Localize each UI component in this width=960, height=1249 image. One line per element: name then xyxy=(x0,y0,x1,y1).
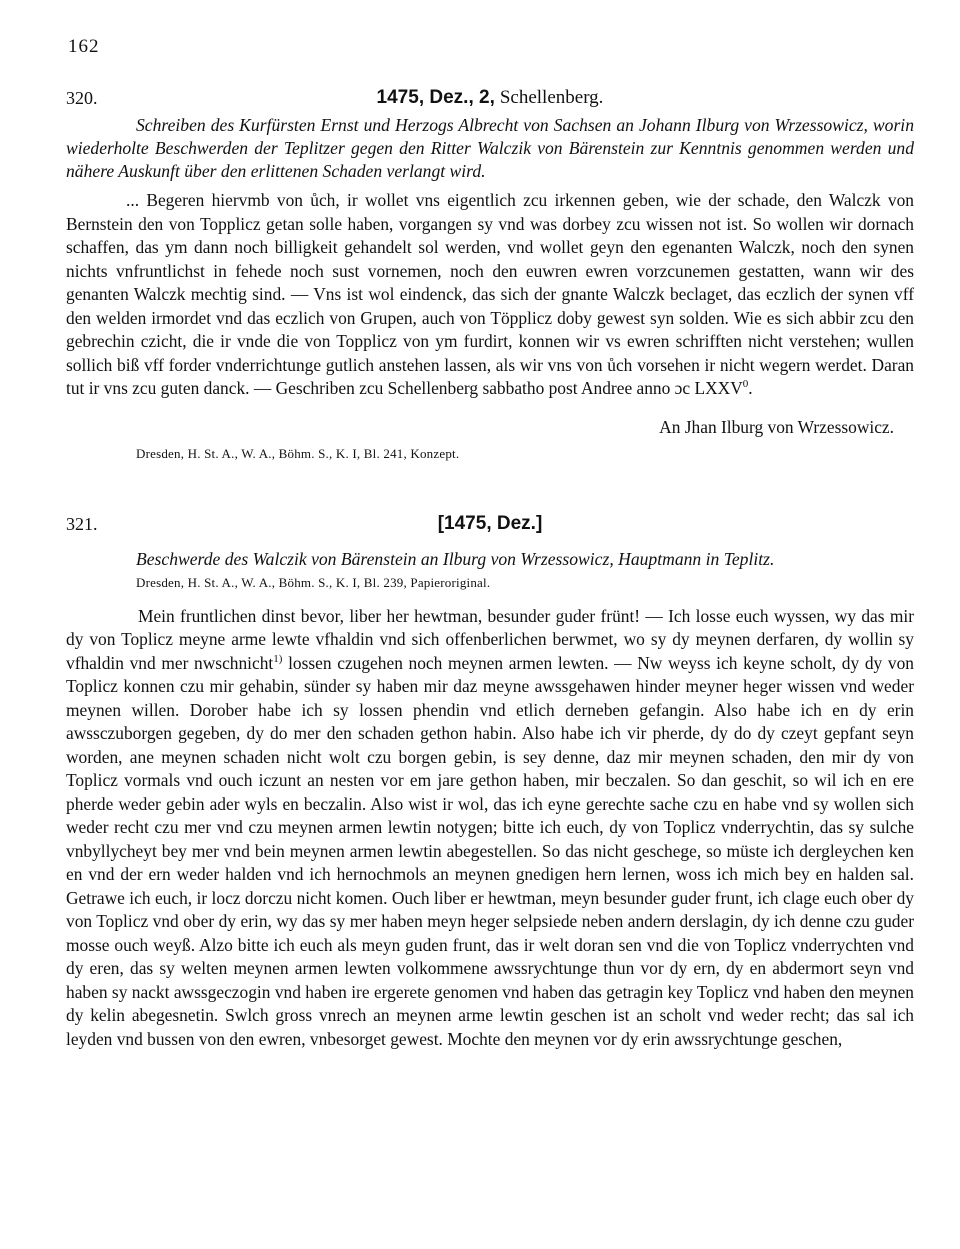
footnote-marker: 1) xyxy=(273,652,283,665)
entry-date-line xyxy=(66,86,914,109)
entry-signature: An Jhan Ilburg von Wrzessowicz. xyxy=(659,416,894,437)
entry-date: [1475, Dez.] xyxy=(437,512,543,534)
entry-320 xyxy=(66,88,914,462)
document-page xyxy=(66,36,914,1051)
archive-reference: Dresden, H. St. A., W. A., Böhm. S., K. I, Bl. 239, Papieroriginal. xyxy=(136,574,491,590)
superscript: 0 xyxy=(742,378,749,391)
entry-regest: Schreiben des Kurfürsten Ernst und Herzogs Albrecht von Sachsen an Johann Ilburg von Wrzessowicz, worin wiederholte Beschwerden der Teplitzer gegen den Ritter Walczik von Bärenstein zur Kenntnis genommen werden und nähere Auskunft über den erlittenen Schaden verlangt wird. xyxy=(66,115,914,181)
entry-number: 321. xyxy=(66,513,98,534)
entry-header xyxy=(66,88,914,114)
entry-321 xyxy=(66,514,914,1052)
entry-text xyxy=(66,605,914,1052)
entry-date: 1475, Dez., 2, xyxy=(376,87,495,108)
entry-text-end: . xyxy=(748,378,753,398)
entry-text-main: ... Begeren hiervmb von ůch, ir wollet vns eigentlich zcu irkennen geben, wie der schade, den Walczk von Bernstein den von Topplicz getan solle haben, vorgangen sy vnd was dorbey zcu wissen not ist. So wollen wir dornach schaffen, das ym dann noch billigkeit gehandelt sol werden, vnd wollet geyn den egenanten Walczk, noch den synen nichts vnfruntlichst in fehede noch sust vornemen, noch den euwren ewren vorzcunemen gestatten, wann wir des genanten Walczk mechtig sind. — Vns ist wol eindenck, das sich der gnante Walczk beclaget, das eczlich der synen vff den welden irmordet vnd das eczlich von Grupen, auch von Töpplicz doby gewest syn solden. Wie es sich abbir zcu den gebrechin czicht, die ir vnde die von Topplicz von ym furdirt, konnen wir vs ewren schrifften nicht verstehen; wullen sollich biß vff forder vnderrichtunge gutlich anstehen lassen, als wir vns von ůch vorsehen ir nicht wegern werdet. Daran tut ir vns zcu guten danck. — Geschriben zcu Schellenberg sabbatho post Andree anno ɔc LXXV xyxy=(66,190,914,398)
archive-reference: Dresden, H. St. A., W. A., Böhm. S., K. I, Bl. 241, Konzept. xyxy=(136,445,460,461)
entry-text xyxy=(66,189,914,401)
entry-text-part-a: Mein fruntlichen dinst bevor, liber her hewtman, besunder guder frünt! — Ich losse euch wyssen, wy das mir dy von Toplicz meyne arme lewte vfhaldin vnd sich offenberlichen berwmet, wo sy dy meynen derfaren, dy wollin sy vfhaldin vnd mer nwschnicht xyxy=(66,605,914,673)
entry-text-part-b: lossen czugehen noch meynen armen lewten. — Nw weyss ich keyne scholt, dy dy von Toplicz konnen czu mir gehabin, sünder sy haben mir daz meyne awssgehawen hinder meyner heger wissen vnd weder meynen willen. Dorober habe ich sy lossen phendin vnd etlich derneben gefangin. Also habe ich en dy erin awssczuborgen gegeben, dy do mer den schaden gethon habin. Also habe ich vir pherde, dy do dy czeyt gepfant seyn worden, ane meynen schaden nicht wolt czu borgen gebin, is sey denne, daz mir meynen schaden, den mir dy von Toplicz vormals vnd ouch iczunt an nesten vor em jare gethon haben, mir beczalen. So dan geschit, so wil ich en ere pherde weder gebin ader wyls en beczalin. Also wist ir wol, das ich eyne gerechte sache czu en habe vnd sy wollen sich weder recht czu mer vnd czu meynen armen lewtin notygen; bitte ich euch, dy von Toplicz vnderrychtin, das sy sulche vnbyllycheyt bey mer vnd bein meynen armen lewtin abegestellen. So das nicht geschege, so müste ich dergleychen ken en vnd der ern weder halden vnd ich hernochmols an meynen gnedigen hern lernen, woss ich mich bey en halden sal. Getrawe ich euch, ir locz dorczu nicht komen. Ouch liber er hewtman, meyn besunder guder frunt, ich clage euch ober dy von Toplicz vnd ober dy erin, wy das sy mer haben meyn heger selpsiede neben andern derslagin, dy ich denne czu guder mosse ouch weyß. Alzo bitte ich euch als meyn guden frunt, das ir welt doran sen vnd die von Toplicz vnderrychten vnd dy eren, das sy welten meynen armen lewten volkommene awssrychtunge thun vor dy ern, dy en abdermort seyn vnd haben sy nackt awssgeczogin vnd haben ire ergerete genomen vnd haben das getragin key Toplicz vnd haben den meynen dy kelin abegesnetin. Swlch gross vnrech an meynen arme lewtin geschen ist an scholt vnd weder recht; das sal ich leyden vnd bussen von den ewren, vnbesorget gewest. Mochte den meynen vor dy erin awssrychtunge geschen, xyxy=(66,652,914,1049)
entry-regest: Beschwerde des Walczik von Bärenstein an Ilburg von Wrzessowicz, Hauptmann in Teplitz. xyxy=(136,548,775,569)
entry-header xyxy=(66,514,914,540)
page-number: 162 xyxy=(68,36,100,57)
entry-place: Schellenberg. xyxy=(499,87,604,108)
entry-number: 320. xyxy=(66,88,98,108)
entry-date-line xyxy=(66,512,914,535)
